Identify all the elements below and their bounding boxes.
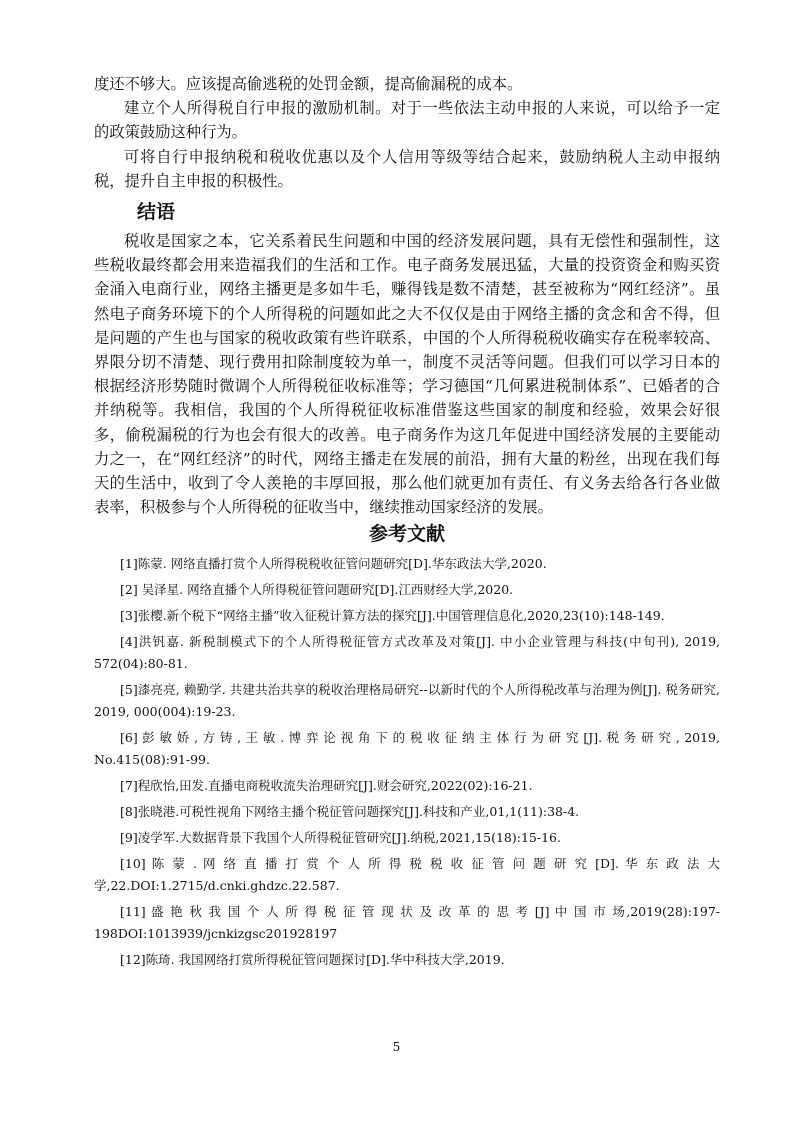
- reference-item: [7]程欣怡,田发.直播电商税收流失治理研究[J].财会研究,2022(02):16-21.: [120, 778, 533, 794]
- page-content: [94, 72, 720, 975]
- reference-item: [9]凌学军.大数据背景下我国个人所得税征管研究[J].纳税,2021,15(18):15-16.: [120, 830, 561, 846]
- reference-item: [8]张晓港.可税性视角下网络主播个税征管问题探究[J].科技和产业,01,1(11):38-4.: [120, 804, 580, 820]
- conclusion-paragraph: 税收是国家之本，它关系着民生问题和中国的经济发展问题，具有无偿性和强制性，这些税收最终都会用来造福我们的生活和工作。电子商务发展迅猛，大量的投资资金和购买资金涌入电商行业，网络主播更是多如牛毛，赚得钱是数不清楚，甚至被称为“网红经济”。虽然电子商务环境下的个人所得税的问题如此之大不仅仅是由于网络主播的贪念和舍不得，但是问题的产生也与国家的税收政策有些许联系，中国的个人所得税税收确实存在税率较高、界限分切不清楚、现行费用扣除制度较为单一，制度不灵活等问题。但我们可以学习日本的根据经济形势随时微调个人所得税征收标准等；学习德国“几何累进税制体系”、已婚者的合并纳税等。我相信，我国的个人所得税征收标准借鉴这些国家的制度和经验，效果会好很多，偷税漏税的行为也会有很大的改善。电子商务作为这几年促进中国经济发展的主要能动力之一，在“网红经济”的时代，网络主播走在发展的前沿，拥有大量的粉丝，出现在我们每天的生活中，收到了令人羡艳的丰厚回报，那么他们就更加有责任、有义务去给各行各业做表率，积极参与个人所得税的征收当中，继续推动国家经济的发展。: [94, 232, 720, 517]
- reference-item: [12]陈琦. 我国网络打赏所得税征管问题探讨[D].华中科技大学,2019.: [120, 952, 505, 968]
- references-list: [94, 553, 720, 971]
- paragraph: 建立个人所得税自行申报的激励机制。对于一些依法主动申报的人来说，可以给予一定的政策鼓励这种行为。: [94, 99, 720, 142]
- paragraph: 度还不够大。应该提高偷逃税的处罚金额，提高偷漏税的成本。: [94, 75, 523, 93]
- reference-item: [1]陈蒙. 网络直播打赏个人所得税税收征管问题研究[D].华东政法大学,2020.: [120, 556, 547, 572]
- reference-item: [10] 陈 蒙 . 网 络 直 播 打 赏 个 人 所 得 税 税 收 征 管 问 题 研 究 [D]. 华 东 政 法 大 学,22.DOI:1.2715/d.cnki.ghdzc.22.587.: [94, 856, 720, 894]
- section-heading-conclusion: 结语: [137, 201, 176, 224]
- reference-item: [3]张樱.新个税下“网络主播”收入征税计算方法的探究[J].中国管理信息化,2020,23(10):148-149.: [120, 608, 665, 624]
- reference-item: [4]洪钒嘉. 新税制模式下的个人所得税征管方式改革及对策[J]. 中小企业管理与科技(中旬刊), 2019, 572(04):80-81.: [94, 634, 720, 672]
- page-number: 5: [392, 1040, 401, 1054]
- reference-item: [11] 盛 艳 秋 我 国 个 人 所 得 税 征 管 现 状 及 改 革 的 思 考 [J] 中 国 市 场,2019(28):197-198DOI:1013939/jcnkizgsc201928197: [94, 904, 720, 942]
- reference-item: [2] 吴泽星. 网络直播个人所得税征管问题研究[D].江西财经大学,2020.: [120, 582, 514, 598]
- reference-item: [6] 彭 敏 娇 , 方 铸 , 王 敏 . 博 弈 论 视 角 下 的 税 收 征 纳 主 体 行 为 研 究 [J]. 税 务 研 究 , 2019, No.415(08):91-99.: [94, 730, 720, 768]
- reference-item: [5]漆亮亮, 赖勤学. 共建共治共享的税收治理格局研究--以新时代的个人所得税改革与治理为例[J]. 税务研究, 2019, 000(004):19-23.: [94, 682, 720, 720]
- paragraph: 可将自行申报纳税和税收优惠以及个人信用等级等结合起来，鼓励纳税人主动申报纳税，提升自主申报的积极性。: [94, 147, 720, 190]
- references-title: 参考文献: [368, 523, 445, 546]
